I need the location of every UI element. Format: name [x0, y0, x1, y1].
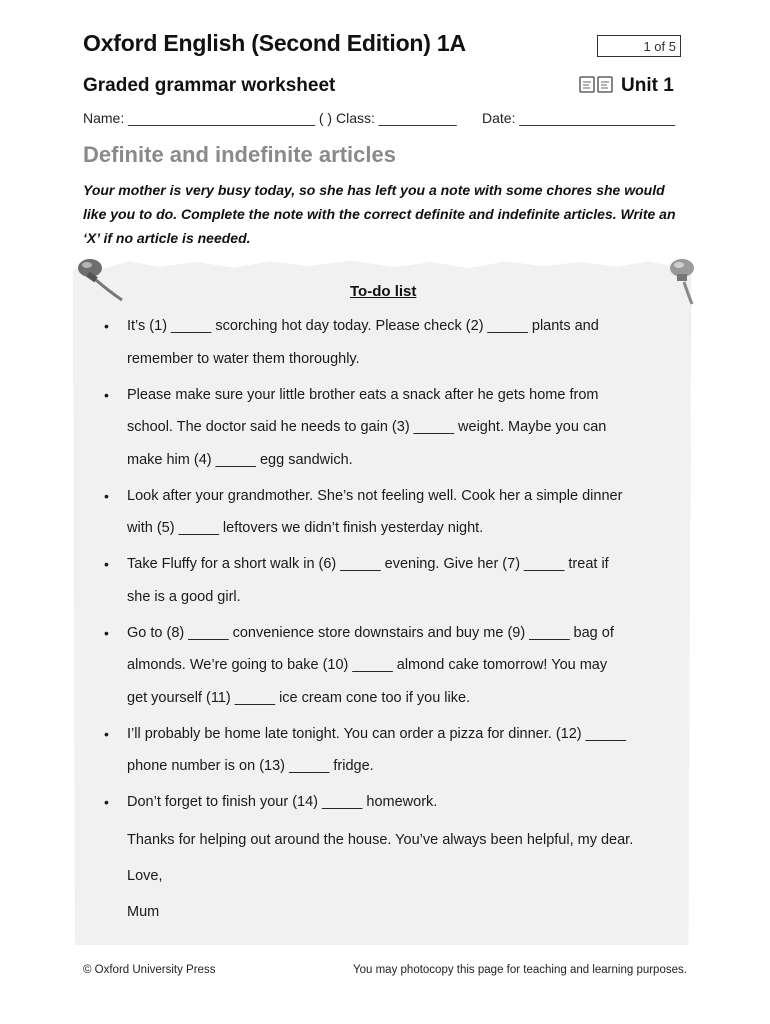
list-item: [104, 786, 674, 819]
list-item: [104, 379, 674, 477]
pushpin-icon: [654, 252, 714, 312]
page-indicator: 1 of 5: [597, 35, 681, 57]
list-item: [104, 310, 674, 375]
bullet: •: [104, 556, 109, 572]
item-line: with (5) _____ leftovers we didn’t finish yesterday night.: [127, 520, 484, 536]
instructions: Your mother is very busy today, so she has left you a note with some chores she would like you to do. Complete the note with the correct definite and indefinite articles. Write an ‘X’ if no article is needed.: [83, 182, 676, 246]
item-line: It’s (1) _____ scorching hot day today. Please check (2) _____ plants and: [127, 318, 599, 334]
list-item: [104, 617, 674, 715]
signature: Mum: [127, 904, 160, 920]
bullet: •: [104, 386, 109, 403]
copyright: © Oxford University Press: [83, 964, 216, 976]
item-line: make him (4) _____ egg sandwich.: [127, 451, 353, 468]
list-item: [104, 480, 674, 545]
item-line: remember to water them thoroughly.: [127, 350, 360, 367]
item-line: get yourself (11) _____ ice cream cone too if you like.: [127, 689, 471, 706]
item-line: I’ll probably be home late tonight. You can order a pizza for dinner. (12) _____: [127, 725, 626, 742]
item-line: Don’t forget to finish your (14) _____ homework.: [127, 794, 438, 810]
note-title: To-do list: [350, 283, 417, 300]
list-item: [104, 548, 674, 613]
bullet: •: [104, 725, 109, 742]
bullet: •: [104, 794, 109, 810]
item-line: Go to (8) _____ convenience store downstairs and buy me (9) _____ bag of: [127, 624, 614, 641]
list-item: [104, 718, 674, 783]
item-line: Please make sure your little brother eats a snack after he gets home from: [127, 386, 599, 403]
worksheet-title: Oxford English (Second Edition) 1A: [83, 30, 466, 56]
todo-list: [104, 310, 674, 930]
item-line: phone number is on (13) _____ fridge.: [127, 758, 374, 774]
item-line: almonds. We’re going to bake (10) _____ almond cake tomorrow! You may: [127, 657, 608, 673]
item-line: Take Fluffy for a short walk in (6) _____ evening. Give her (7) _____ treat if: [127, 556, 609, 572]
worksheet-subtitle: Graded grammar worksheet: [83, 75, 336, 96]
date-field[interactable]: Date: ____________________: [482, 110, 676, 126]
closing-line: Thanks for helping out around the house. You’ve always been helpful, my dear.: [127, 832, 634, 848]
student-info-row: [83, 110, 676, 126]
bullet: •: [104, 487, 109, 504]
section-heading: Definite and indefinite articles: [83, 142, 396, 167]
item-line: Look after your grandmother. She’s not feeling well. Cook her a simple dinner: [127, 487, 623, 504]
photocopy-notice: You may photocopy this page for teaching and learning purposes.: [353, 964, 687, 976]
unit-label: Unit 1: [621, 75, 674, 96]
pushpin-icon: [70, 250, 130, 310]
name-class-field[interactable]: Name: ________________________ ( ) Class: __________: [83, 110, 457, 126]
item-line: she is a good girl.: [127, 588, 241, 605]
closing-line: Love,: [127, 868, 163, 884]
pencil-icons: [578, 74, 616, 96]
bullet: •: [104, 624, 109, 641]
bullet: •: [104, 318, 109, 334]
item-line: school. The doctor said he needs to gain (3) _____ weight. Maybe you can: [127, 419, 607, 435]
